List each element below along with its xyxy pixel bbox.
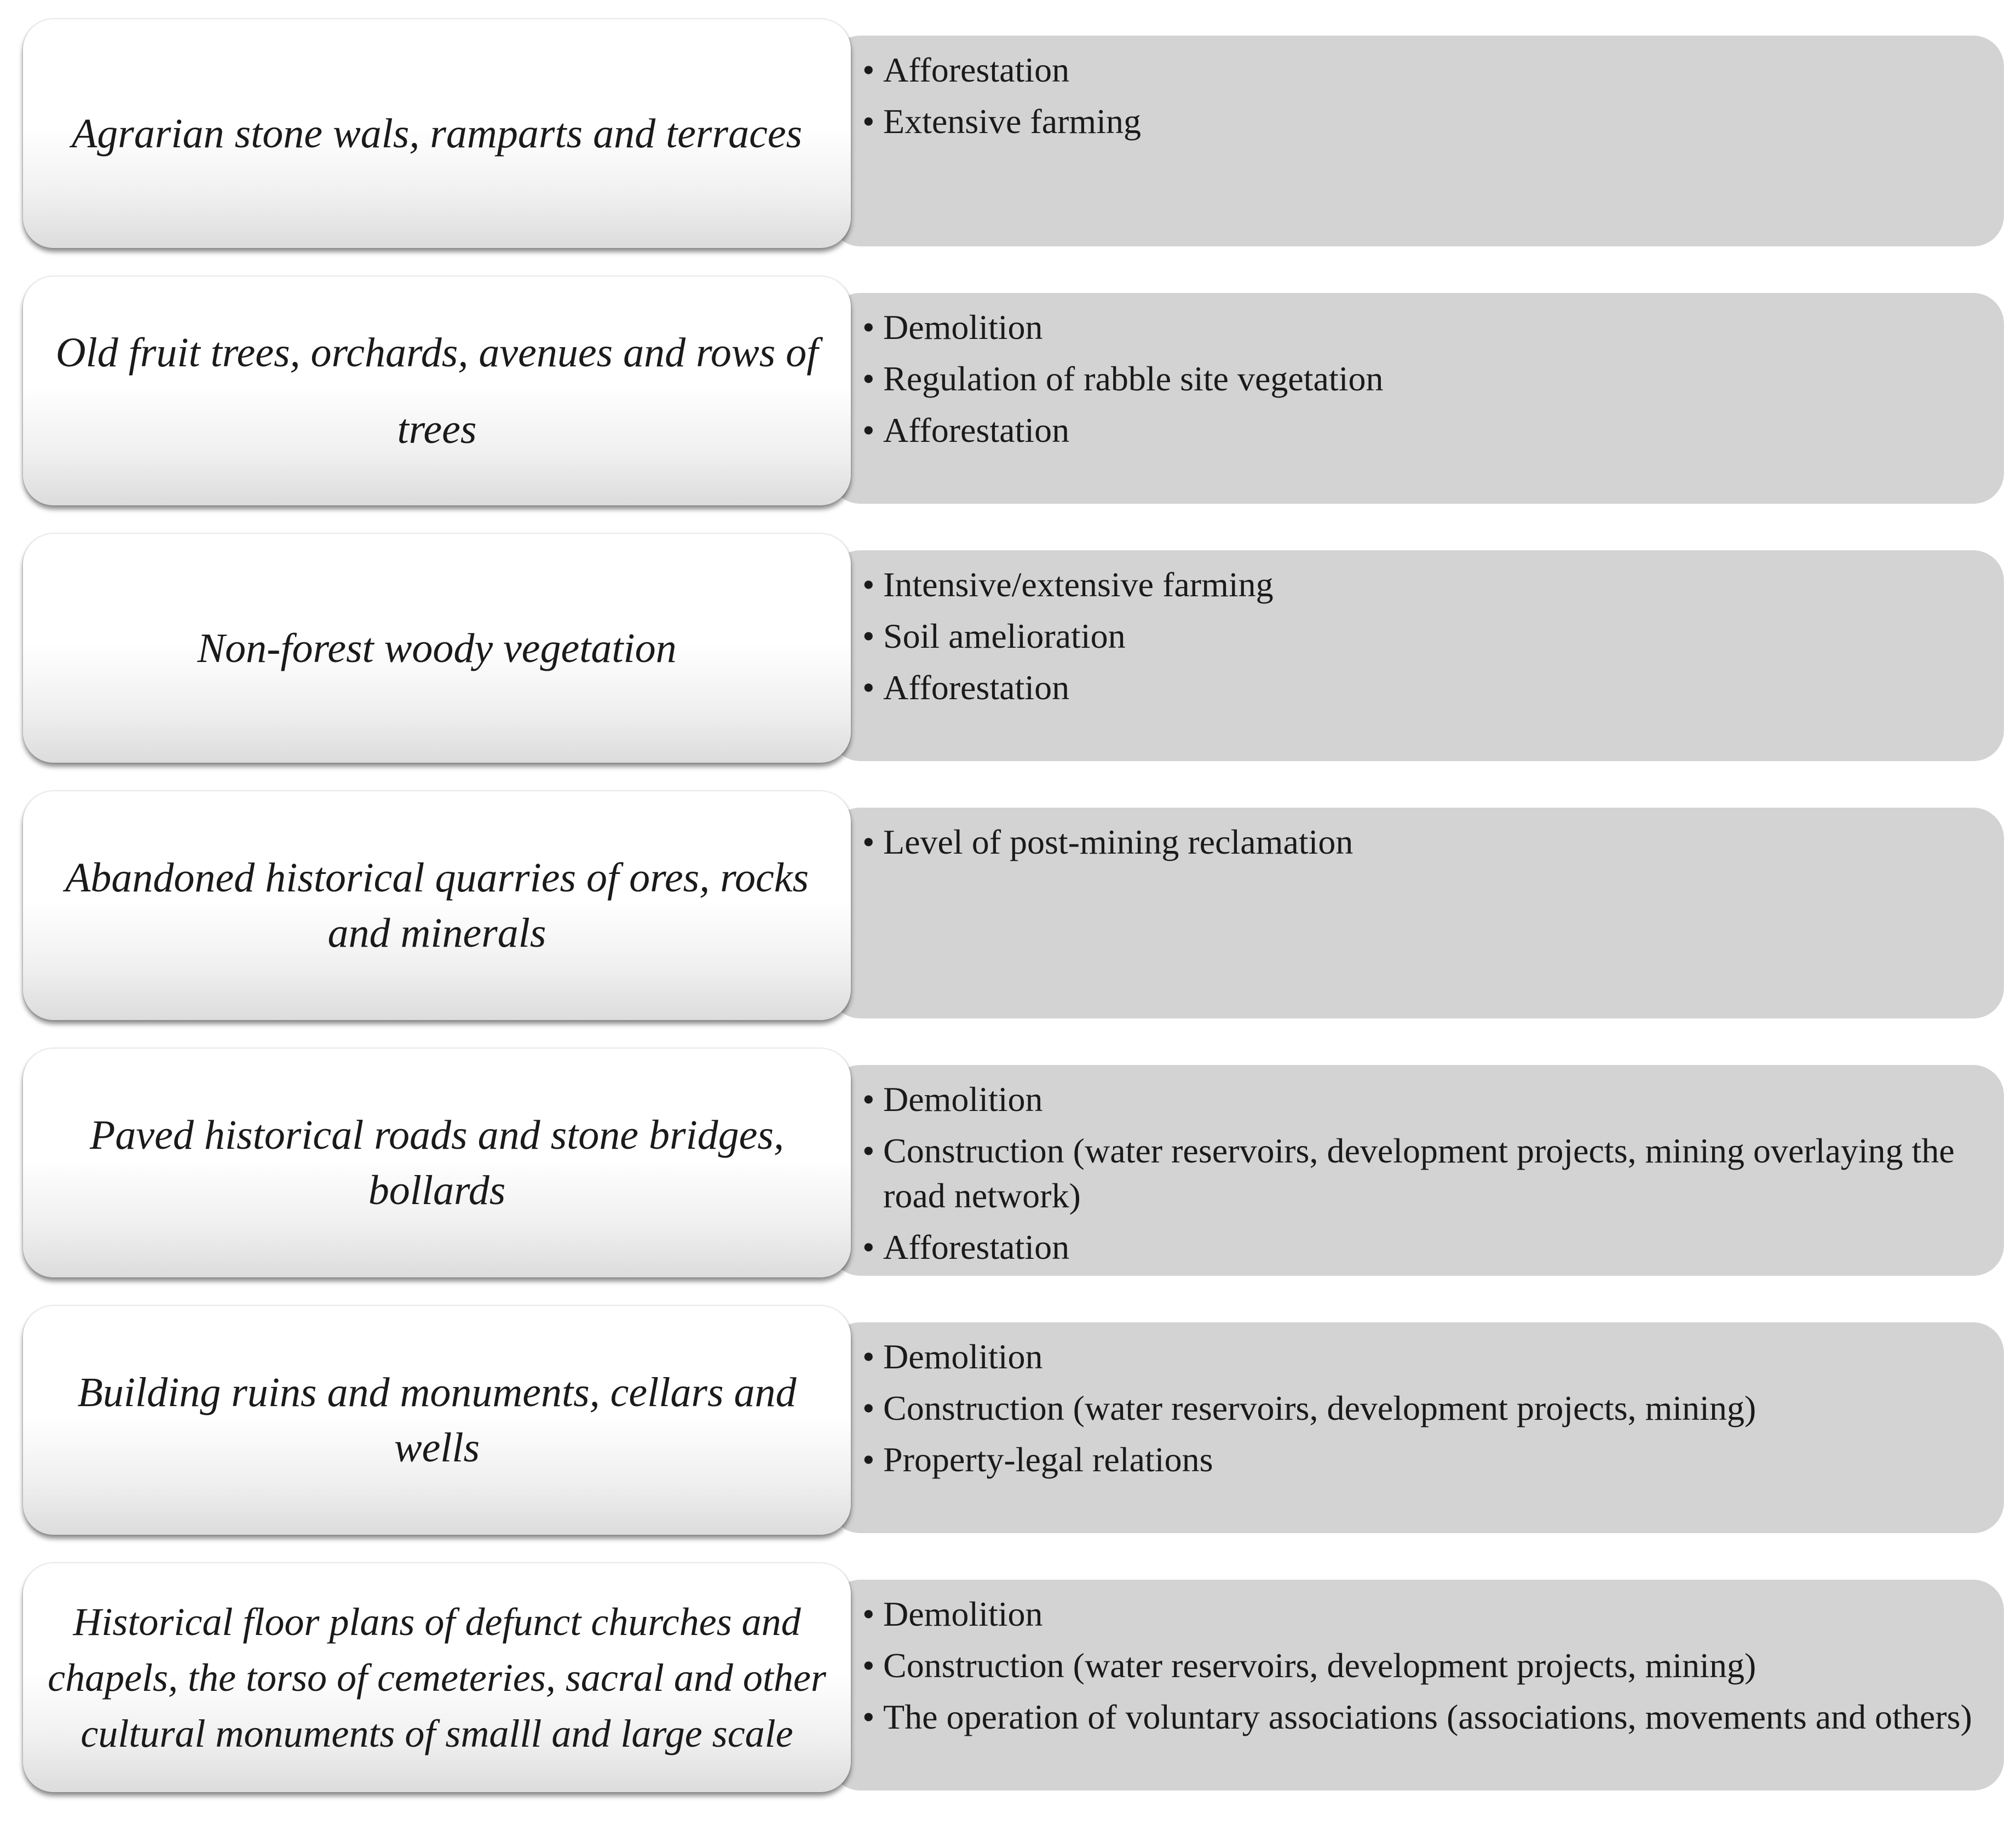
threats-panel [830, 550, 2004, 761]
feature-label: Non-forest woody vegetation [197, 625, 677, 671]
threats-list [862, 305, 1982, 453]
diagram-row [0, 791, 2016, 1032]
diagram-row [0, 1306, 2016, 1547]
threat-item: • Level of post-mining reclamation [862, 820, 1982, 865]
threat-item: • Demolition [862, 305, 1982, 350]
feature-label: Abandoned historical quarries of ores, rocks and minerals [65, 855, 809, 956]
threat-item: • Afforestation [862, 48, 1982, 93]
threats-list [862, 1334, 1982, 1482]
threats-panel [830, 1065, 2004, 1276]
threat-item: • Property-legal relations [862, 1437, 1982, 1482]
threat-item: • Afforestation [862, 408, 1982, 453]
threat-item: • Construction (water reservoirs, development projects, mining overlaying the road network) [862, 1129, 1982, 1218]
threat-item: • Construction (water reservoirs, development projects, mining) [862, 1386, 1982, 1431]
threats-list [862, 820, 1982, 865]
threat-item: • The operation of voluntary associations (associations, movements and others) [862, 1695, 1982, 1740]
threat-item: • Extensive farming [862, 99, 1982, 144]
feature-label: Historical floor plans of defunct churches and chapels, the torso of cemeteries, sacral and other cultural monuments of smalll and large scale [48, 1600, 826, 1755]
diagram-row [0, 277, 2016, 517]
threats-list [862, 48, 1982, 144]
diagram-row [0, 19, 2016, 260]
threat-item: • Afforestation [862, 665, 1982, 710]
feature-box [23, 1049, 851, 1277]
threat-item: • Demolition [862, 1077, 1982, 1122]
threats-list [862, 562, 1982, 710]
threats-list [862, 1077, 1982, 1270]
threat-item: • Demolition [862, 1334, 1982, 1379]
threat-item: • Afforestation [862, 1225, 1982, 1270]
threats-list [862, 1592, 1982, 1740]
feature-label: Paved historical roads and stone bridges, bollards [90, 1112, 784, 1213]
feature-box [23, 277, 851, 505]
threats-panel [830, 1322, 2004, 1533]
feature-label: Old fruit trees, orchards, avenues and rows of trees [55, 330, 819, 452]
threats-panel [830, 36, 2004, 246]
threat-item: • Construction (water reservoirs, development projects, mining) [862, 1643, 1982, 1688]
threats-panel [830, 808, 2004, 1018]
feature-box [23, 791, 851, 1020]
threat-item: • Soil amelioration [862, 614, 1982, 659]
feature-label: Building ruins and monuments, cellars and wells [77, 1369, 797, 1471]
feature-box [23, 1306, 851, 1535]
feature-label: Agrarian stone wals, ramparts and terraces [71, 110, 803, 157]
diagram-row [0, 1049, 2016, 1289]
feature-box [23, 19, 851, 248]
feature-box [23, 534, 851, 763]
threats-panel [830, 1580, 2004, 1791]
threat-item: • Intensive/extensive farming [862, 562, 1982, 607]
threat-item: • Demolition [862, 1592, 1982, 1637]
diagram-row [0, 1563, 2016, 1804]
threat-item: • Regulation of rabble site vegetation [862, 356, 1982, 401]
diagram-row [0, 534, 2016, 775]
threats-panel [830, 293, 2004, 504]
feature-box [23, 1563, 851, 1792]
